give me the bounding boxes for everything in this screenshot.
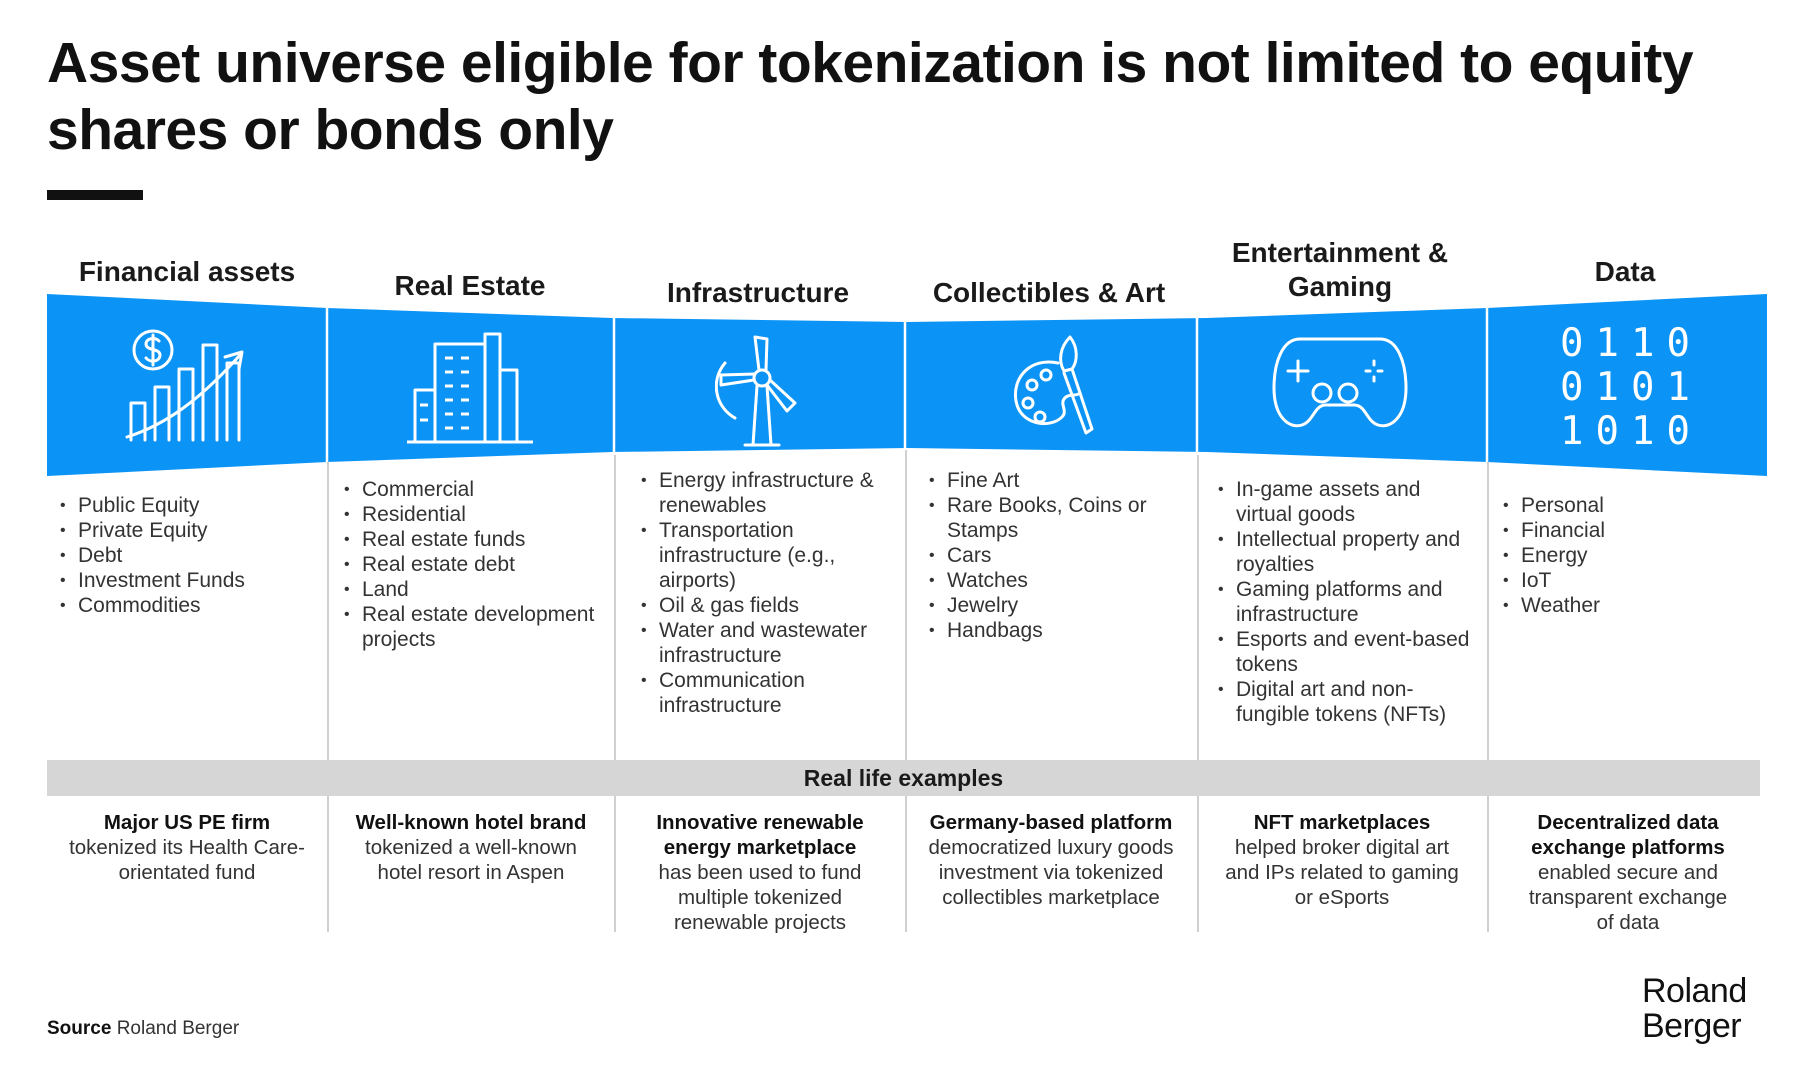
list-item: • Energy infrastructure & renewables: [641, 468, 891, 518]
wind-turbine-icon: [715, 333, 805, 448]
binary-row: 0110: [1560, 321, 1702, 366]
list-real-estate: [344, 477, 604, 652]
list-item: • Real estate funds: [344, 527, 604, 552]
example-entertainment-gaming: [1222, 810, 1462, 910]
heading-real-estate: Real Estate: [394, 270, 546, 301]
logo-line: Berger: [1642, 1007, 1742, 1045]
column-divider: [905, 796, 907, 932]
list-item: • Private Equity: [60, 518, 320, 543]
list-item: • Financial: [1503, 518, 1753, 543]
list-item: • Digital art and non-fungible tokens (NFTs): [1218, 677, 1480, 727]
column-divider: [327, 796, 329, 932]
example-text: helped broker digital art and IPs related to gaming or eSports: [1225, 836, 1459, 909]
money-growth-chart-icon: [125, 325, 250, 445]
heading-financial-assets: Financial assets: [78, 256, 296, 287]
list-item: • Transportation infrastructure (e.g., airports): [641, 518, 891, 593]
list-item: • Investment Funds: [60, 568, 320, 593]
column-divider: [1197, 455, 1199, 760]
column-divider: [614, 796, 616, 932]
list-item: • Energy: [1503, 543, 1753, 568]
example-text: democratized luxury goods investment via tokenized collectibles marketplace: [928, 836, 1174, 909]
list-item: • Watches: [929, 568, 1184, 593]
list-item: • Intellectual property and royalties: [1218, 527, 1480, 577]
list-item: • Residential: [344, 502, 604, 527]
heading-infrastructure: Infrastructure: [666, 277, 850, 308]
list-item: • Real estate development projects: [344, 602, 604, 652]
list-item: • Personal: [1503, 493, 1753, 518]
list-item: • Land: [344, 577, 604, 602]
list-item: • In-game assets and virtual goods: [1218, 477, 1480, 527]
list-item: • Communication infrastructure: [641, 668, 891, 718]
logo-line: Roland: [1642, 972, 1747, 1010]
binary-data-icon: [1560, 321, 1702, 454]
example-highlight: Innovative renewable energy marketplace: [656, 811, 864, 859]
list-item: • Esports and event-based tokens: [1218, 627, 1480, 677]
list-item: • Commodities: [60, 593, 320, 618]
heading-collectibles-art: Collectibles & Art: [932, 277, 1166, 308]
game-controller-icon: [1270, 333, 1410, 433]
example-text: tokenized a well-known hotel resort in Aspen: [365, 836, 577, 884]
heading-entertainment-gaming: Entertainment & Gaming: [1231, 237, 1449, 302]
list-item: • Public Equity: [60, 493, 320, 518]
example-highlight: NFT marketplaces: [1253, 811, 1431, 834]
list-entertainment-gaming: [1218, 477, 1480, 727]
list-item: • Gaming platforms and infrastructure: [1218, 577, 1480, 627]
column-divider: [327, 462, 329, 760]
list-data: [1503, 493, 1753, 618]
list-collectibles-art: [929, 468, 1184, 643]
example-highlight: Major US PE firm: [103, 811, 271, 834]
column-divider: [1487, 796, 1489, 932]
source-value: Roland Berger: [116, 1018, 240, 1039]
example-infrastructure: [644, 810, 876, 935]
list-financial-assets: [60, 493, 320, 618]
column-divider: [1487, 462, 1489, 760]
example-highlight: Germany-based platform: [929, 811, 1173, 834]
example-text: tokenized its Health Care-orientated fund: [69, 836, 305, 884]
list-item: • IoT: [1503, 568, 1753, 593]
column-divider: [614, 455, 616, 760]
category-banner: [47, 290, 1767, 480]
buildings-icon: [405, 330, 535, 445]
example-highlight: Well-known hotel brand: [355, 811, 587, 834]
binary-row: 0101: [1560, 365, 1702, 410]
source-note: [47, 1018, 239, 1040]
list-item: • Jewelry: [929, 593, 1184, 618]
roland-berger-logo: [1642, 974, 1747, 1044]
example-text: has been used to fund multiple tokenized renewable projects: [658, 861, 862, 934]
binary-row: 1010: [1560, 409, 1702, 454]
heading-data: Data: [1594, 256, 1656, 287]
example-financial-assets: [62, 810, 312, 885]
column-divider: [1197, 796, 1199, 932]
example-collectibles-art: [918, 810, 1184, 910]
column-divider: [905, 450, 907, 760]
source-label: Source: [47, 1018, 112, 1039]
list-item: • Weather: [1503, 593, 1753, 618]
example-text: enabled secure and transparent exchange of data: [1528, 861, 1728, 934]
real-life-examples-bar: Real life examples: [47, 760, 1760, 796]
list-item: • Debt: [60, 543, 320, 568]
list-item: • Handbags: [929, 618, 1184, 643]
example-highlight: Decentralized data exchange platforms: [1531, 811, 1725, 859]
list-item: • Oil & gas fields: [641, 593, 891, 618]
title-underline: [47, 190, 143, 200]
list-item: • Commercial: [344, 477, 604, 502]
example-data: [1518, 810, 1738, 935]
list-item: • Rare Books, Coins or Stamps: [929, 493, 1184, 543]
list-item: • Water and wastewater infrastructure: [641, 618, 891, 668]
list-item: • Real estate debt: [344, 552, 604, 577]
example-real-estate: [340, 810, 602, 885]
list-item: • Fine Art: [929, 468, 1184, 493]
list-item: • Cars: [929, 543, 1184, 568]
paint-palette-icon: [1010, 333, 1095, 438]
list-infrastructure: [641, 468, 891, 718]
page-title: Asset universe eligible for tokenization is not limited to equity shares or bonds only: [47, 31, 1694, 162]
